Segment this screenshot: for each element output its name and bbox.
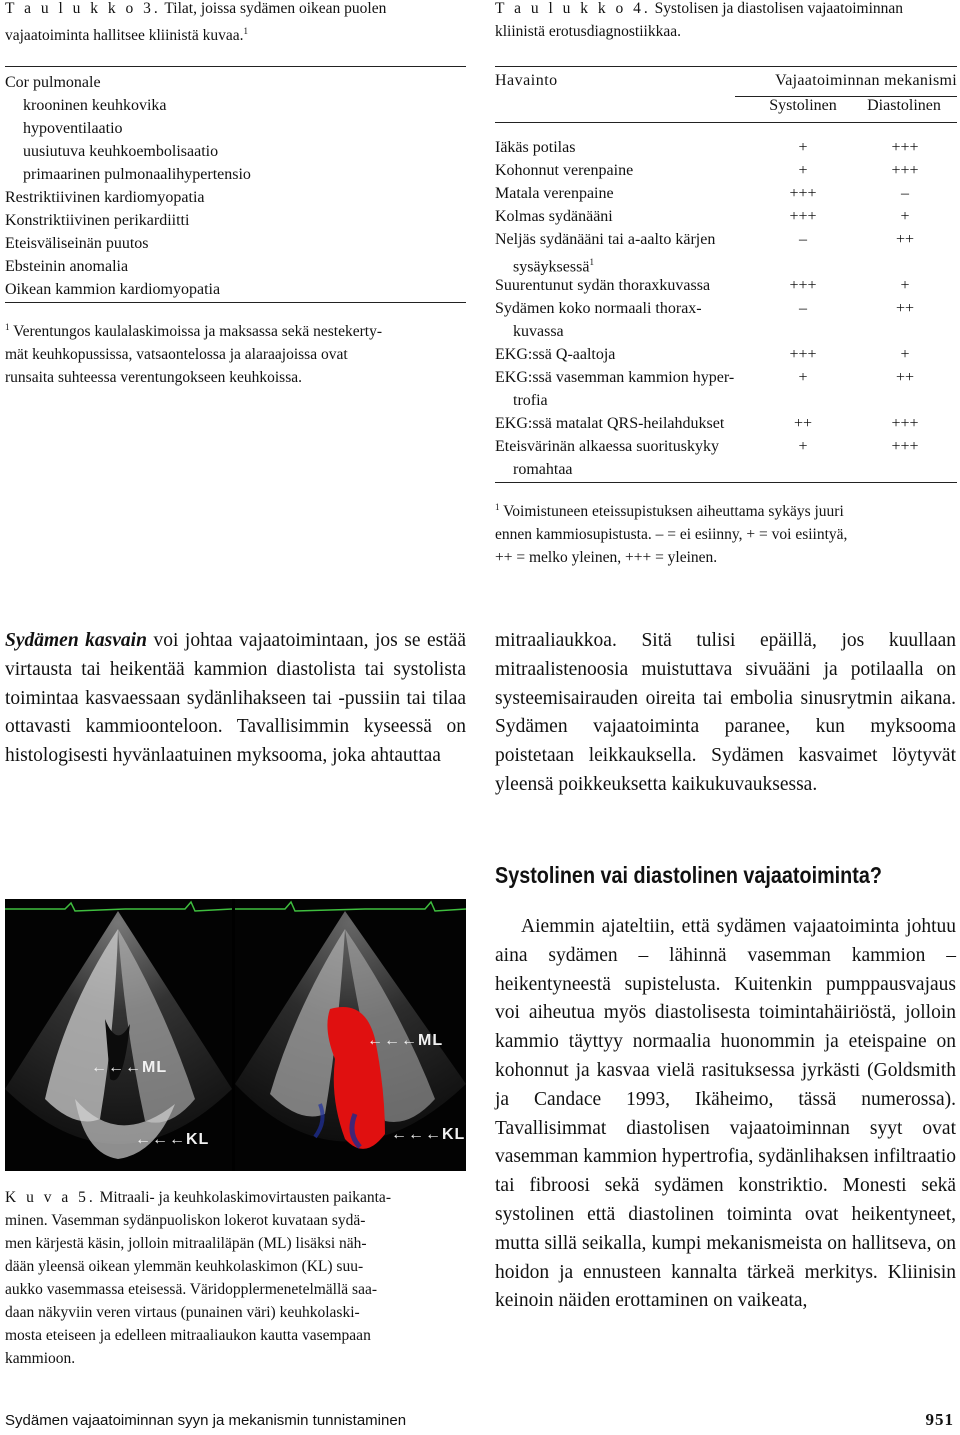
page-number: 951: [925, 1410, 954, 1429]
table4-diastolic-value: +++: [891, 438, 919, 455]
table4-finding-cont-text: romahtaa: [513, 461, 573, 478]
table4-systolic-value: ++: [793, 415, 813, 432]
table4-diastolic-value: +++: [891, 139, 919, 156]
figure-caption: [5, 1186, 467, 1370]
table4-footnote-line: ennen kammiosupistusta. – = ei esiinny, + = voi esiintyä,: [495, 526, 848, 544]
table3-item: hypoventilaatio: [23, 120, 123, 137]
table3-footnote-line: runsaita suhteessa verentungokseen keuhkoissa.: [5, 369, 303, 387]
table4-finding-text: EKG:ssä vasemman kammion hyper-: [495, 369, 735, 386]
figure-caption-line: kammioon.: [5, 1350, 76, 1367]
table4-finding: [495, 343, 765, 366]
table4-bottom-rule: [495, 482, 957, 483]
table3-caption-line2: vajaatoiminta hallitsee kliinistä kuvaa.: [5, 27, 244, 45]
running-footer-title: Sydämen vajaatoiminnan syyn ja mekanismin tunnistaminen: [5, 1412, 407, 1429]
table4-finding: [495, 136, 765, 159]
figure-caption-line: Mitraali- ja keuhkolaskimovirtausten paikanta-: [99, 1189, 391, 1206]
table4-caption-label: T a u l u k k o 4.: [495, 0, 651, 17]
body-text-left: [5, 627, 466, 771]
table4-finding-cont: [495, 320, 765, 343]
table4-diastolic-value: +++: [891, 162, 919, 179]
table4-finding-cont-text: kuvassa: [513, 323, 564, 340]
table4-col-diastolic: Diastolinen: [867, 97, 941, 114]
table4-finding: [495, 159, 765, 182]
table4-finding: [495, 366, 765, 412]
table3-caption-label: T a u l u k k o 3.: [5, 0, 161, 17]
table4-footnote: [495, 496, 957, 569]
table4-col-mechanism: Vajaatoiminnan mekanismi: [775, 72, 957, 89]
label-kl-left: ←←←KL: [135, 1131, 210, 1148]
table4-col-finding: Havainto: [495, 72, 558, 89]
table4: [495, 66, 957, 496]
table3-item: uusiutuva keuhkoembolisaatio: [23, 143, 219, 160]
table3-footnote: [5, 316, 467, 389]
label-kl-right: ←←←KL: [391, 1126, 466, 1143]
table4-footnote-line: Voimistuneen eteissupistuksen aiheuttama sykäys juuri: [503, 503, 844, 521]
figure-caption-line: daan näkyviin veren virtaus (punainen väri) keuhkolaski-: [5, 1304, 360, 1321]
table4-footnote-mark: 1: [495, 502, 500, 512]
table4-systolic-value: –: [799, 231, 807, 248]
table4-finding: [495, 205, 765, 228]
table4-finding-text: Iäkäs potilas: [495, 139, 576, 156]
table4-finding-text: Suurentunut sydän thoraxkuvassa: [495, 277, 711, 294]
table4-finding: [495, 182, 765, 205]
table4-diastolic-value: +: [900, 208, 910, 225]
table4-systolic-value: +++: [789, 208, 817, 225]
table4-finding-cont-text: sysäyksessä: [513, 258, 590, 276]
body-lead-bold: Sydämen kasvain: [5, 630, 147, 651]
table4-caption: [495, 0, 955, 43]
table3-list: [5, 71, 465, 301]
table4-systolic-value: +: [798, 162, 808, 179]
figure-caption-line: mosta eteiseen ja edelleen mitraaliaukon kautta vasempaan: [5, 1327, 371, 1344]
table3-footnote-line: mät keuhkopussissa, vatsaontelossa ja alaraajoissa ovat: [5, 346, 348, 364]
echo-sector-left: [5, 911, 232, 1144]
table3-item: Restriktiivinen kardiomyopatia: [5, 189, 205, 206]
table4-diastolic-value: +: [900, 346, 910, 363]
body-right-top-text: mitraaliaukkoa. Sitä tulisi epäillä, jos kuullaan mitraalistenoosia muistuttava sivuääni ja potilaalla on systeemisairauden oireita tai embolia sinusrytmin aikana. Sydämen vajaatoiminta paranee, kun myksooma poistetaan leikkauksella. Sydämen kasvaimet löytyvät yleensä poikkeuksetta kaikukuvauksessa.: [495, 630, 956, 795]
ekg-trace-left: [5, 902, 232, 911]
section-body-text: Aiemmin ajateltiin, että sydämen vajaatoiminta johtuu aina sydämen – lähinnä vasemman kammion – heikentyneestä supistelusta. Kuitenkin pumppausvajaus voi aiheutua myös diastolisesta toimintahäiriöstä, jolloin kammio täyttyy normaalia huonommin ja eteispaine on kohonnut ja kasvaa vielä rasituksessa jyrkästi (Goldsmith ja Candace 1993, Ikäheimo, tässä numerossa). Tavallisimmat diastolisen vajaatoiminnan syyt ovat vasemman kammion hypertrofia, sydänlihaksen infiltraatio tai fibroosi sekä sydämen konstriktio. Monesti sekä systolinen että diastolinen toiminta ovat heikentyneet, mutta sillä seikalla, kumpi mekanismeista on hallitseva, on hoidon ja ennusteen kannalta tärkeä merkitys. Kliinisin keinoin näiden erottaminen on vaikeata,: [495, 916, 956, 1312]
table4-systolic-value: +: [798, 369, 808, 386]
figure-caption-line: dään yleensä oikean ylemmän keuhkolaskimon (KL) suu-: [5, 1258, 364, 1275]
table3-item: primaarinen pulmonaalihypertensio: [23, 166, 251, 183]
table4-col-systolic: Systolinen: [769, 97, 837, 114]
table3-item: Eteisväliseinän puutos: [5, 235, 149, 252]
figure-caption-label: K u v a 5.: [5, 1189, 96, 1206]
table4-systolic-value: +: [798, 139, 808, 156]
table4-finding-text: EKG:ssä Q-aaltoja: [495, 346, 616, 363]
table4-finding-text: EKG:ssä matalat QRS-heilahdukset: [495, 415, 725, 432]
figure-caption-line: minen. Vasemman sydänpuoliskon lokerot kuvataan sydä-: [5, 1212, 366, 1229]
table4-systolic-value: –: [799, 300, 807, 317]
table3-item: Oikean kammion kardiomyopatia: [5, 281, 221, 298]
table4-systolic-value: +++: [789, 346, 817, 363]
table4-finding-text: Matala verenpaine: [495, 185, 614, 202]
table4-header-bottom-rule: [495, 122, 957, 123]
table4-finding: [495, 412, 765, 435]
table4-diastolic-value: +++: [891, 415, 919, 432]
table4-systolic-value: +++: [789, 277, 817, 294]
table3-bottom-rule: [5, 302, 466, 303]
echo-panel-right: [235, 899, 466, 1171]
table3-caption-line1: Tilat, joissa sydämen oikean puolen: [164, 0, 387, 17]
table4-footnote-line: ++ = melko yleinen, +++ = yleinen.: [495, 549, 718, 567]
figure-caption-line: aukko vasemmassa eteisessä. Väridopplermenetelmällä saa-: [5, 1281, 378, 1298]
table4-finding-cont-text: trofia: [513, 392, 548, 409]
table4-finding-cont: [495, 389, 765, 412]
table4-diastolic-value: ++: [895, 231, 915, 248]
body-text-right-top: [495, 627, 956, 800]
table4-diastolic-value: ++: [895, 369, 915, 386]
table3-item: Cor pulmonale: [5, 74, 101, 91]
table3-top-rule: [5, 66, 466, 67]
table4-finding: [495, 228, 765, 278]
label-ml-left: ←←←ML: [91, 1059, 168, 1076]
table3-caption: [5, 0, 465, 47]
echo-figure: [5, 899, 466, 1171]
table3-item: krooninen keuhkovika: [23, 97, 167, 114]
table4-finding: [495, 274, 765, 297]
table4-finding-text: Eteisvärinän alkaessa suorituskyky: [495, 438, 719, 455]
table4-diastolic-value: –: [901, 185, 909, 202]
table3-footnote-line: Verentungos kaulalaskimoissa ja maksassa sekä nestekerty-: [13, 323, 382, 341]
figure-caption-line: men kärjestä käsin, jolloin mitraaliläpän (ML) lisäksi näh-: [5, 1235, 367, 1252]
table4-diastolic-value: ++: [895, 300, 915, 317]
section-heading: Systolinen vai diastolinen vajaatoiminta?: [495, 862, 882, 888]
table3-item: Ebsteinin anomalia: [5, 258, 129, 275]
table4-finding-text: Neljäs sydänääni tai a-aalto kärjen: [495, 231, 716, 248]
section-body: [495, 913, 956, 1316]
table4-finding-sup: 1: [589, 257, 594, 267]
echo-panel-left: [5, 899, 232, 1171]
table3-item: Konstriktiivinen perikardiitti: [5, 212, 190, 229]
table4-systolic-value: +++: [789, 185, 817, 202]
table4-finding-text: Sydämen koko normaali thorax-: [495, 300, 702, 317]
table4-diastolic-value: +: [900, 277, 910, 294]
ekg-trace-right: [235, 902, 466, 911]
table3-caption-sup: 1: [243, 26, 248, 36]
table4-finding: [495, 297, 765, 343]
body-left-text: voi johtaa vajaatoimintaan, jos se estää virtausta tai heikentää kammion diastolista tai systolista toimintaa kasvaessaan sydänlihakseen tai -pussiin tai tilaa ottavasti kammioonteloon. Tavallisimmin kyseessä on histologisesti hyvänlaatuinen myksooma, joka ahtauttaa: [5, 630, 466, 767]
table4-systolic-value: +: [798, 438, 808, 455]
table3-footnote-mark: 1: [5, 322, 10, 332]
label-ml-right: ←←←ML: [367, 1032, 444, 1049]
table4-finding-text: Kolmas sydänääni: [495, 208, 613, 225]
table4-caption-line2: kliinistä erotusdiagnostiikkaa.: [495, 23, 681, 40]
table4-finding-cont: [495, 458, 765, 481]
table4-finding: [495, 435, 765, 481]
table4-caption-line1: Systolisen ja diastolisen vajaatoiminnan: [654, 0, 904, 17]
table4-finding-text: Kohonnut verenpaine: [495, 162, 634, 179]
